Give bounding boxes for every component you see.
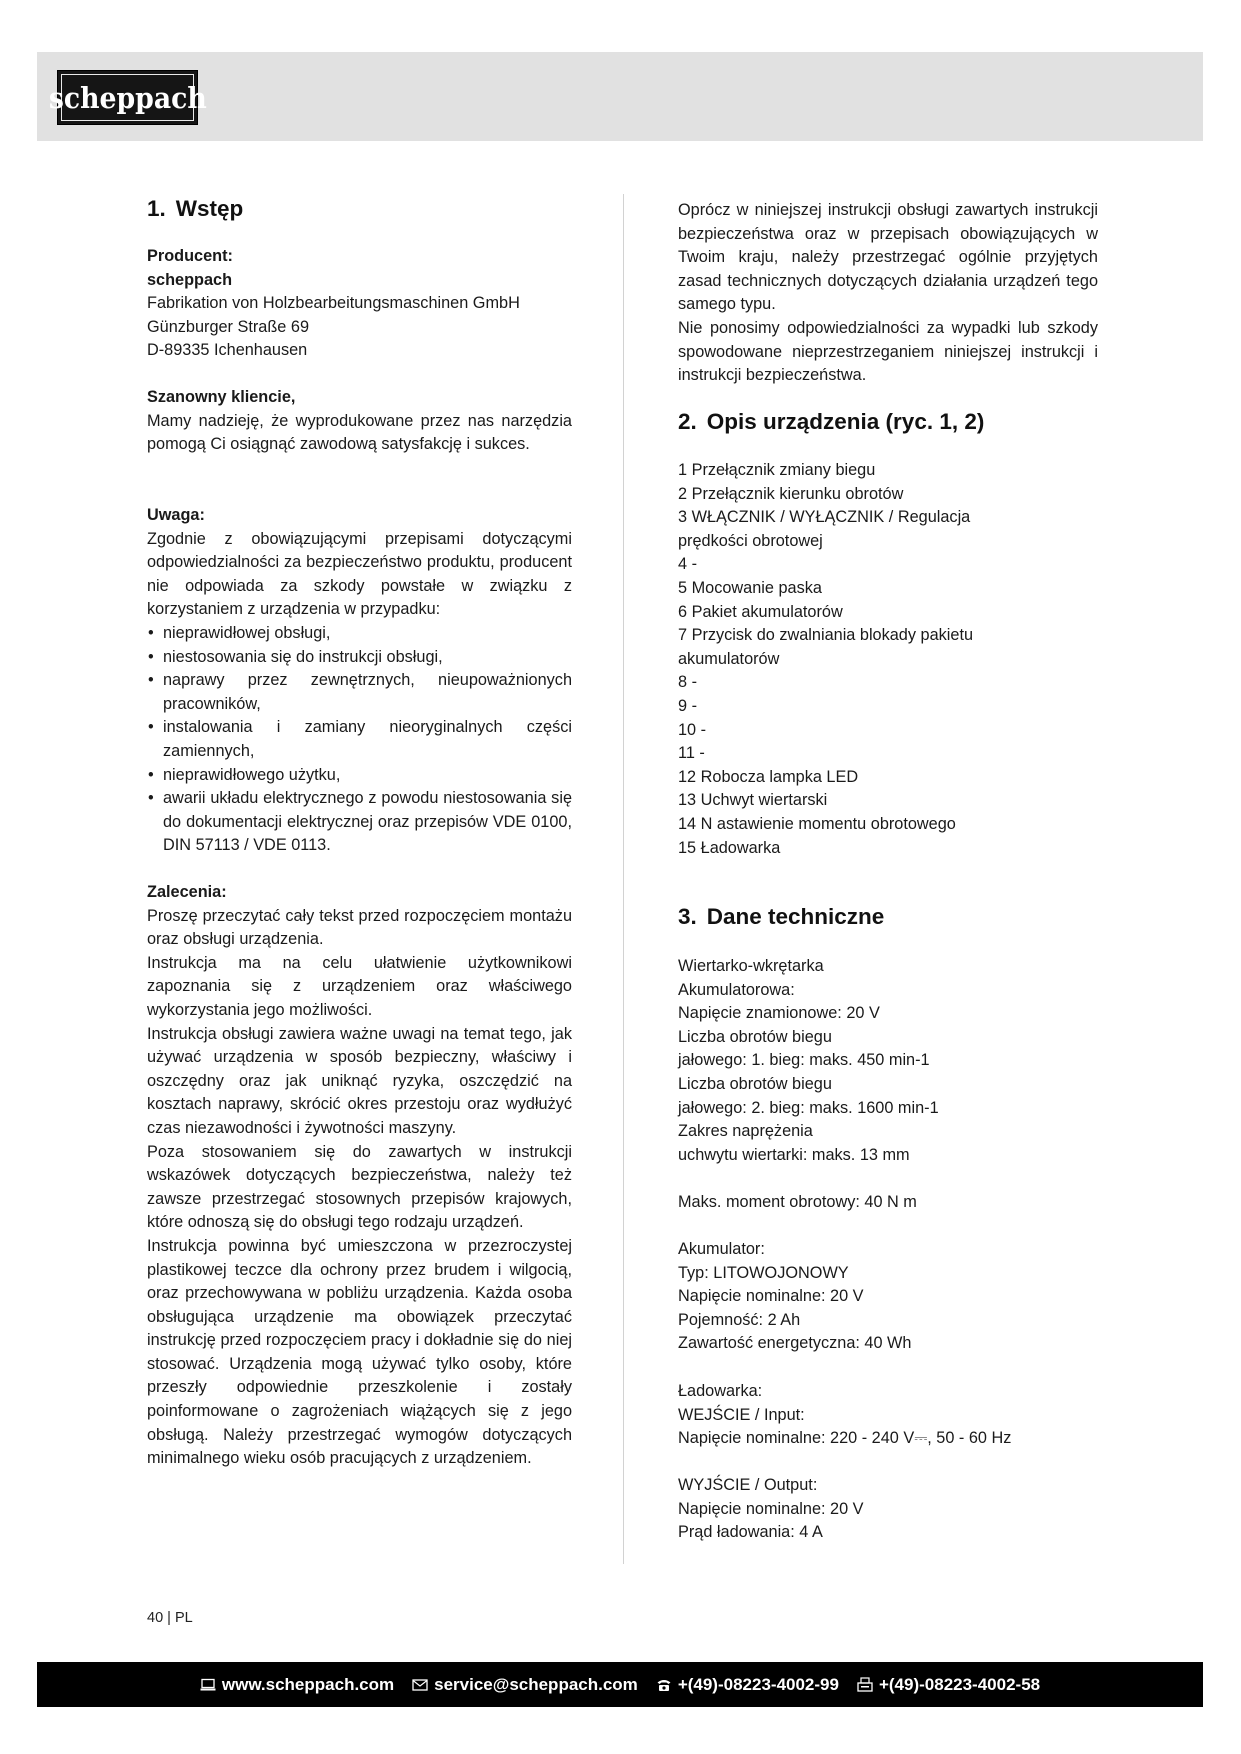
producer-label: Producent: xyxy=(147,247,233,265)
part-item: 14 N astawienie momentu obrotowego xyxy=(678,814,956,833)
fax-icon xyxy=(857,1677,873,1693)
spec-line: Ładowarka: xyxy=(678,1382,763,1400)
note-bullet: • niestosowania się do instrukcji obsługi, xyxy=(147,646,572,670)
producer-line-1: Fabrikation von Holzbearbeitungsmaschinen GmbH xyxy=(147,294,520,313)
part-item: 13 Uchwyt wiertarski xyxy=(678,791,828,810)
note-label: Uwaga: xyxy=(147,506,205,524)
spec-line: Liczba obrotów biegu xyxy=(678,1027,832,1046)
spec-line: Typ: LITOWOJONOWY xyxy=(678,1263,849,1282)
device-parts-list xyxy=(678,459,1098,860)
battery-specs xyxy=(678,1238,1098,1356)
recommendation-paragraph: Instrukcja obsługi zawiera ważne uwagi na temat tego, jak używać urządzenia w sposób bezpieczny, właściwy i oszczędny oraz jak uniknąć ryzyka, oszczędzić na kosztach naprawy, skrócić okres przestoju oraz wydłużyć czas niezawodności i żywotności maszyny. xyxy=(147,1024,572,1137)
footer-email[interactable] xyxy=(412,1675,638,1695)
note-bullet: • naprawy przez zewnętrznych, nieupoważnionych pracowników, xyxy=(147,669,572,716)
spec-line: Napięcie nominalne: 220 - 240 V⎓, 50 - 60 Hz xyxy=(678,1429,1012,1448)
section-2-number: 2. xyxy=(678,409,697,434)
drill-specs xyxy=(678,955,1098,1167)
continuation-paragraph: Nie ponosimy odpowiedzialności za wypadki lub szkody spowodowane nieprzestrzeganiem niniejszej instrukcji i instrukcji bezpieczeństwa. xyxy=(678,318,1098,385)
header-band xyxy=(37,52,1203,141)
section-3-number: 3. xyxy=(678,904,697,929)
continuation-block xyxy=(678,199,1098,388)
part-item: akumulatorów xyxy=(678,649,780,668)
continuation-paragraph: Oprócz w niniejszej instrukcji obsługi zawartych instrukcji bezpieczeństwa oraz w przepisach obowiązujących w Twoim kraju, należy przestrzegać ogólnie przyjętych zasad technicznych dotyczących działania urządzeń tego samego typu. xyxy=(678,201,1098,314)
part-item: 4 - xyxy=(678,555,698,574)
producer-block xyxy=(147,245,577,363)
footer-band xyxy=(37,1662,1203,1707)
footer-website[interactable] xyxy=(200,1675,394,1695)
section-1-number: 1. xyxy=(147,196,166,221)
spec-line: Napięcie nominalne: 20 V xyxy=(678,1499,864,1518)
spec-line: Napięcie znamionowe: 20 V xyxy=(678,1004,880,1023)
recommendation-paragraph: Instrukcja powinna być umieszczona w przezroczystej plastikowej teczce dla ochrony przez brudem i wilgocią, oraz przechowywana w pobliżu urządzenia. Każda osoba obsługująca urządzenie ma obowiązek przeczytać instrukcję przed rozpoczęciem pracy i dokładnie się do niej stosować. Urządzenia mogą używać tylko osoby, które przeszły odpowiednie przeszkolenie i zostały poinformowane o zagrożeniach wiążących się z jego obsługą. Należy przestrzegać wymogów dotyczących minimalnego wieku osób pracujących z urządzeniem. xyxy=(147,1236,572,1468)
part-item: 11 - xyxy=(678,744,705,763)
part-item: 5 Mocowanie paska xyxy=(678,578,822,597)
recommendations-block xyxy=(147,881,572,1471)
dear-customer-text: Mamy nadzieję, że wyprodukowane przez nas narzędzia pomogą Ci osiągnąć zawodową satysfakcję i sukces. xyxy=(147,411,572,454)
fax-text[interactable]: +(49)-08223-4002-58 xyxy=(878,1674,1041,1694)
torque-spec xyxy=(678,1191,1098,1215)
logo-text: scheppach xyxy=(48,80,207,115)
footer-phone[interactable] xyxy=(656,1675,839,1695)
recommendation-paragraph: Poza stosowaniem się do zawartych w instrukcji wskazówek dotyczących bezpieczeństwa, należy też zawsze przestrzegać stosownych przepisów krajowych, które odnoszą się do obsługi tego rodzaju urządzeń. xyxy=(147,1142,572,1232)
part-item: 15 Ładowarka xyxy=(678,838,781,857)
spec-line: jałowego: 2. bieg: maks. 1600 min-1 xyxy=(678,1098,939,1117)
section-3-heading xyxy=(678,904,884,930)
part-item: 10 - xyxy=(678,720,707,739)
website-text[interactable]: www.scheppach.com xyxy=(221,1674,395,1694)
spec-line: Prąd ładowania: 4 A xyxy=(678,1523,823,1542)
spec-line: WYJŚCIE / Output: xyxy=(678,1476,818,1494)
recommendation-paragraph: Instrukcja ma na celu ułatwienie użytkownikowi zapoznania się z urządzeniem oraz właściwego wykorzystania jego możliwości. xyxy=(147,953,572,1019)
part-item: 8 - xyxy=(678,673,698,692)
section-1-heading xyxy=(147,196,243,222)
spec-line: Wiertarko-wkrętarka xyxy=(678,957,824,975)
part-item: 7 Przycisk do zwalniania blokady pakietu xyxy=(678,626,974,645)
part-item: 6 Pakiet akumulatorów xyxy=(678,602,843,621)
spec-line: Pojemność: 2 Ah xyxy=(678,1310,801,1329)
spec-line: Akumulator: xyxy=(678,1240,765,1258)
page-number: 40 | PL xyxy=(147,1610,193,1626)
note-bullet: • nieprawidłowej obsługi, xyxy=(147,622,572,646)
spec-line: Akumulatorowa: xyxy=(678,980,795,999)
spec-line: Liczba obrotów biegu xyxy=(678,1074,832,1093)
part-item: 1 Przełącznik zmiany biegu xyxy=(678,461,876,479)
spec-line: jałowego: 1. bieg: maks. 450 min-1 xyxy=(678,1051,930,1070)
section-3-title: Dane techniczne xyxy=(706,904,885,929)
phone-icon xyxy=(656,1677,672,1693)
output-specs xyxy=(678,1474,1098,1545)
column-divider xyxy=(623,194,624,1564)
producer-line-2: Günzburger Straße 69 xyxy=(147,317,309,336)
part-item: prędkości obrotowej xyxy=(678,531,823,550)
spec-line: Zawartość energetyczna: 40 Wh xyxy=(678,1334,912,1353)
dear-customer-label: Szanowny kliencie, xyxy=(147,388,296,406)
note-intro: Zgodnie z obowiązującymi przepisami dotyczącymi odpowiedzialności za bezpieczeństwo produktu, producent nie odpowiada za szkody powstałe w związku z korzystaniem z urządzenia w przypadku: xyxy=(147,529,572,619)
part-item: 2 Przełącznik kierunku obrotów xyxy=(678,484,904,503)
part-item: 12 Robocza lampka LED xyxy=(678,767,859,786)
part-item: 9 - xyxy=(678,696,698,715)
note-bullet: • awarii układu elektrycznego z powodu niestosowania się do dokumentacji elektrycznej oraz przepisów VDE 0100, DIN 57113 / VDE 0113. xyxy=(147,787,572,858)
part-item: 3 WŁĄCZNIK / WYŁĄCZNIK / Regulacja xyxy=(678,508,971,527)
note-bullet: • nieprawidłowego użytku, xyxy=(147,764,572,788)
spec-line: Maks. moment obrotowy: 40 N m xyxy=(678,1193,917,1211)
producer-line-3: D-89335 Ichenhausen xyxy=(147,341,308,360)
email-text[interactable]: service@scheppach.com xyxy=(434,1674,638,1694)
section-1-title: Wstęp xyxy=(175,196,244,221)
recommendations-label: Zalecenia: xyxy=(147,883,227,901)
note-block xyxy=(147,504,572,858)
scheppach-logo xyxy=(48,70,207,125)
spec-line: Zakres naprężenia xyxy=(678,1122,813,1141)
spec-line: WEJŚCIE / Input: xyxy=(678,1405,805,1424)
footer-fax[interactable] xyxy=(857,1675,1040,1695)
computer-icon xyxy=(200,1677,216,1693)
note-bullet: • instalowania i zamiany nieoryginalnych części zamiennych, xyxy=(147,716,572,763)
envelope-icon xyxy=(412,1677,428,1693)
charger-specs xyxy=(678,1380,1098,1451)
dear-customer-block xyxy=(147,386,572,457)
note-bullet-list xyxy=(147,622,572,858)
section-2-heading xyxy=(678,409,984,435)
phone-text[interactable]: +(49)-08223-4002-99 xyxy=(677,1674,839,1694)
section-2-title: Opis urządzenia (ryc. 1, 2) xyxy=(706,409,985,434)
producer-brand: scheppach xyxy=(147,270,233,289)
recommendation-paragraph: Proszę przeczytać cały tekst przed rozpoczęciem montażu oraz obsługi urządzenia. xyxy=(147,906,572,949)
spec-line: Napięcie nominalne: 20 V xyxy=(678,1287,864,1306)
spec-line: uchwytu wiertarki: maks. 13 mm xyxy=(678,1145,910,1164)
